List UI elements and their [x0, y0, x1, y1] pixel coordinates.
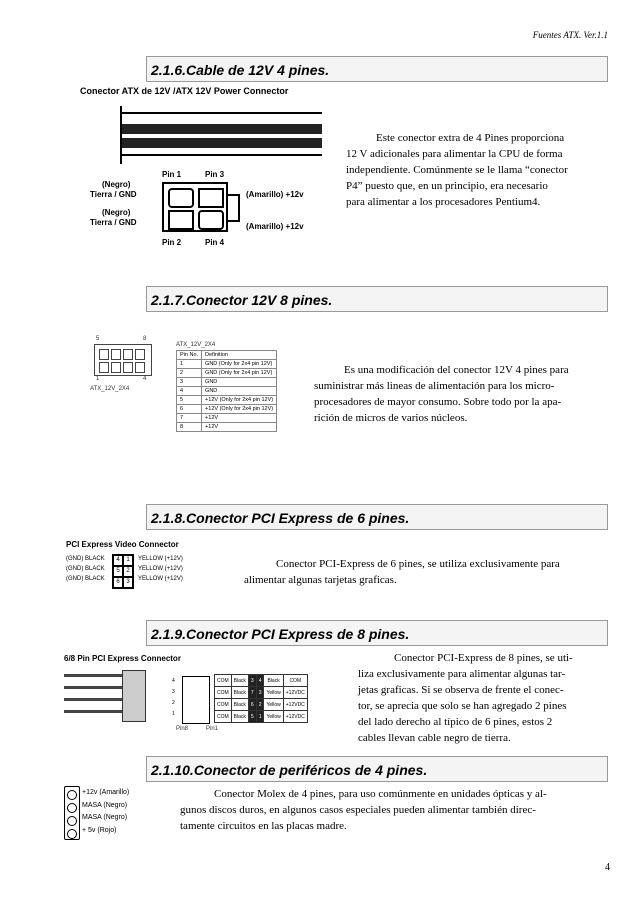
cell: GND [202, 387, 277, 396]
line: rición de micros de varios núcleos. [314, 412, 468, 424]
section-title-2-1-8: 2.1.8.Conector PCI Express de 6 pines. [146, 504, 608, 530]
header-pin: Pin No. [177, 351, 202, 360]
cell: Black [231, 699, 248, 711]
pin: 3 [123, 577, 133, 588]
cell: Black [264, 675, 283, 687]
cell: COM [215, 687, 232, 699]
amarillo-label-1: (Amarillo) +12v [246, 190, 304, 199]
caption-top: ATX_12V_2X4 [176, 342, 216, 348]
cell: +12VDC [283, 687, 307, 699]
section-title-2-1-10: 2.1.10.Conector de periféricos de 4 pines. [146, 756, 608, 782]
line: tamente circuitos en las placas madre. [180, 820, 347, 832]
pin-4-number: 4 [143, 376, 147, 382]
cell: +12V [202, 414, 277, 423]
label: +12v (Amarillo) [82, 789, 130, 796]
cell: Black [231, 675, 248, 687]
cell: COM [215, 711, 232, 723]
line: independiente. Comúnmente se le llama “conector [346, 164, 568, 176]
table-row [177, 414, 277, 423]
right-labels [138, 554, 183, 584]
table-row [177, 387, 277, 396]
cell: 1 [256, 711, 264, 723]
section-title-2-1-9: 2.1.9.Conector PCI Express de 8 pines. [146, 620, 608, 646]
latch [228, 194, 240, 222]
cell: COM [215, 675, 232, 687]
line: suministrar más lineas de alimentación para los micro- [314, 380, 555, 392]
tierra-label-1: Tierra / GND [90, 190, 137, 199]
cell: 4 [177, 387, 202, 396]
pinout-table [214, 674, 308, 723]
pin-8-number: 8 [143, 336, 147, 342]
cell: 5 [177, 396, 202, 405]
table-header-row [177, 351, 277, 360]
header-definition: Definition [202, 351, 277, 360]
side-numbers [172, 676, 175, 720]
label: YELLOW (+12V) [138, 556, 183, 562]
pin: 5 [113, 566, 123, 577]
pcie-6pin-figure [66, 540, 246, 600]
cell: +12VDC [283, 699, 307, 711]
paragraph-2-1-7 [314, 362, 606, 426]
pin-5-number: 5 [96, 336, 100, 342]
pcie-8pin-figure [64, 654, 344, 744]
line: Conector PCI-Express de 6 pines, se utiliza exclusivamente para [276, 558, 560, 570]
label: (GND) BLACK [66, 566, 105, 572]
label: YELLOW (+12V) [138, 566, 183, 572]
num: 1 [172, 711, 175, 717]
line: del lado derecho al típico de 6 pines, estos 2 [358, 716, 553, 728]
cell: Yellow [264, 687, 283, 699]
cell: GND (Only for 2x4 pin 12V) [202, 360, 277, 369]
table-row [177, 396, 277, 405]
cell: GND [202, 378, 277, 387]
table-row [177, 423, 277, 432]
connector-body [162, 182, 228, 232]
section-title-2-1-6: 2.1.6.Cable de 12V 4 pines. [146, 56, 608, 82]
label: (GND) BLACK [66, 556, 105, 562]
molex-figure [64, 786, 174, 842]
cable-illustration [120, 106, 322, 164]
pin8-label: Pin8 [176, 726, 189, 732]
cell: Black [231, 687, 248, 699]
pin2-label: Pin 2 [162, 238, 182, 247]
cell: 6 [248, 699, 256, 711]
line: P4” puesto que, en un principio, era necesario [346, 180, 548, 192]
line: Conector Molex de 4 pines, para uso comúnmente en unidades ópticas y al- [214, 788, 547, 800]
line: jetas graficas. Si se observa de frente el conec- [358, 684, 564, 696]
running-header: Fuentes ATX. Ver.1.1 [532, 30, 608, 40]
caption-left: ATX_12V_2X4 [90, 386, 130, 392]
table-row [177, 369, 277, 378]
amarillo-label-2: (Amarillo) +12v [246, 222, 304, 231]
line: cables llevan cable negro de tierra. [358, 732, 511, 744]
line: Este conector extra de 4 Pines proporciona [376, 132, 565, 144]
cell: 6 [177, 405, 202, 414]
num: 4 [172, 678, 175, 684]
label: + 5v (Rojo) [82, 826, 117, 834]
section-title-2-1-7: 2.1.7.Conector 12V 8 pines. [146, 286, 608, 312]
line: gunos discos duros, en algunos casos especiales pueden alimentar también direc- [180, 804, 536, 816]
figure-title: 6/8 Pin PCI Express Connector [64, 654, 181, 663]
table-row [215, 687, 308, 699]
line: procesadores de mayor consumo. Sobre todo por la apa- [314, 396, 562, 408]
num: 2 [172, 700, 175, 706]
cell: 7 [248, 687, 256, 699]
pin: 4 [113, 555, 123, 566]
pin-1-number: 1 [96, 376, 100, 382]
table-row [215, 675, 308, 687]
connector-8pin-drawing [94, 344, 152, 376]
molex-labels [82, 787, 129, 837]
table-row [177, 360, 277, 369]
negro-label-1: (Negro) [102, 180, 131, 189]
pin-definition-table [176, 350, 277, 432]
cell: 3 [177, 378, 202, 387]
cell: +12V (Only for 2x4 pin 12V) [202, 405, 277, 414]
paragraph-2-1-6 [346, 130, 606, 210]
line: alimentar algunas tarjetas graficas. [244, 574, 397, 586]
line: liza exclusivamente para alimentar algunas tar- [358, 668, 566, 680]
atx12v-8pin-figure [88, 336, 308, 466]
cell: 7 [177, 414, 202, 423]
cell: Yellow [264, 699, 283, 711]
cell: +12VDC [283, 711, 307, 723]
table-row [215, 711, 308, 723]
num: 3 [172, 689, 175, 695]
atx12v-4pin-figure [80, 86, 325, 256]
line: Es una modificación del conector 12V 4 pines para [344, 364, 569, 376]
pin1-label: Pin 1 [162, 170, 182, 179]
cell: +12V [202, 423, 277, 432]
label: MASA (Negro) [82, 814, 128, 821]
negro-label-2: (Negro) [102, 208, 131, 217]
left-labels [66, 554, 105, 584]
label: YELLOW (+12V) [138, 576, 183, 582]
pin4-label: Pin 4 [205, 238, 225, 247]
cell: 4 [256, 675, 264, 687]
pin: 2 [123, 566, 133, 577]
cell: Black [231, 711, 248, 723]
table-row [177, 378, 277, 387]
page-number: 4 [605, 862, 610, 873]
tierra-label-2: Tierra / GND [90, 218, 137, 227]
cell: GND (Only for 2x4 pin 12V) [202, 369, 277, 378]
paragraph-2-1-8 [244, 556, 608, 588]
line: tor, se aprecia que solo se han agregado 2 pines [358, 700, 567, 712]
cell: 5 [248, 711, 256, 723]
cell: +12V (Only for 2x4 pin 12V) [202, 396, 277, 405]
paragraph-2-1-9 [358, 650, 606, 746]
cable-bundle [64, 670, 144, 722]
cell: 3 [248, 675, 256, 687]
cell: 8 [177, 423, 202, 432]
cell: 2 [177, 369, 202, 378]
cell: 1 [177, 360, 202, 369]
molex-connector [64, 786, 80, 840]
pin-grid [112, 554, 134, 589]
label: MASA (Negro) [82, 801, 128, 809]
cell: COM [283, 675, 307, 687]
line: 12 V adicionales para alimentar la CPU de forma [346, 148, 563, 160]
table-row [177, 405, 277, 414]
connector-face [182, 676, 210, 724]
pin1-label: Pin1 [206, 726, 219, 732]
pin: 1 [123, 555, 133, 566]
figure-title: PCI Express Video Connector [66, 540, 179, 549]
cell: Yellow [264, 711, 283, 723]
cell: 3 [256, 687, 264, 699]
table-row [215, 699, 308, 711]
cell: COM [215, 699, 232, 711]
figure-title: Conector ATX de 12V /ATX 12V Power Connector [80, 86, 289, 96]
pin3-label: Pin 3 [205, 170, 225, 179]
cell: 2 [256, 699, 264, 711]
pin: 6 [113, 577, 123, 588]
line: Conector PCI-Express de 8 pines, se uti- [394, 652, 573, 664]
label: (GND) BLACK [66, 576, 105, 582]
line: para alimentar a los procesadores Pentium4. [346, 196, 541, 208]
paragraph-2-1-10 [180, 786, 608, 834]
